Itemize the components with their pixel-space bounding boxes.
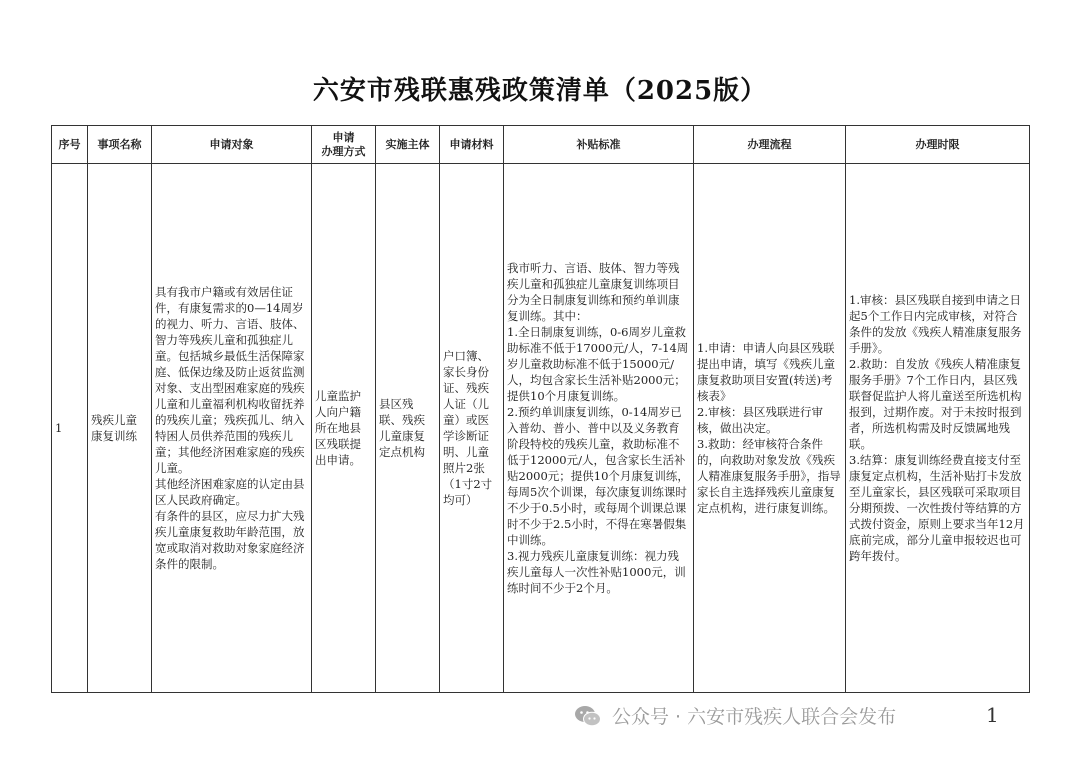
cell-item: 残疾儿童康复训练	[88, 164, 152, 693]
header-method: 申请 办理方式	[312, 126, 376, 164]
watermark-text: 公众号 · 六安市残疾人联合会发布	[612, 706, 897, 728]
cell-standard: 我市听力、言语、肢体、智力等残疾儿童和孤独症儿童康复训练项目分为全日制康复训练和预约单训康复训练。其中： 1.全日制康复训练，0-6周岁儿童救助标准不低于17000元/人，7-14周岁儿童救助标准不低于15000元/人，均包含家长生活补贴2000元；提供10个月康复训练。 2.预约单训康复训练，0-14周岁已入普幼、普小、普中以及义务教育阶段特校的残疾儿童，救助标准不低于12000元/人，包含家长生活补贴2000元；提供10个月康复训练，每周5次个训课，每次康复训练课时不少于0.5小时，或每周个训课总课时不少于2.5小时，不得在寒暑假集中训练。 3.视力残疾儿童康复训练：视力残疾儿童每人一次性补贴1000元，训练时间不少于2个月。	[504, 164, 694, 693]
cell-time: 1.审核：县区残联自接到申请之日起5个工作日内完成审核，对符合条件的发放《残疾人精准康复服务手册》。 2.救助：自发放《残疾人精准康复服务手册》7个工作日内，县区残联督促监护人将儿童送至所选机构报到，过期作废。对于未按时报到者，所选机构需及时反馈属地残联。 3.结算：康复训练经费直接支付至康复定点机构，生活补贴打卡发放至儿童家长，县区残联可采取项目分期预拨、一次性拨付等结算的方式拨付资金，原则上要求当年12月底前完成，部分儿童申报较迟也可跨年拨付。	[846, 164, 1030, 693]
page-number: 1	[986, 703, 999, 727]
header-target: 申请对象	[152, 126, 312, 164]
header-no: 序号	[52, 126, 88, 164]
cell-process: 1.申请：申请人向县区残联提出申请，填写《残疾儿童康复救助项目安置(转送)考核表》 2.审核：县区残联进行审核，做出决定。 3.救助：经审核符合条件的，向救助对象发放《残疾人精准康复服务手册》，指导家长自主选择残疾儿童康复定点机构，进行康复训练。	[694, 164, 846, 693]
policy-table	[51, 125, 1030, 693]
cell-method: 儿童监护人向户籍所在地县区残联提出申请。	[312, 164, 376, 693]
header-item: 事项名称	[88, 126, 152, 164]
header-subject: 实施主体	[376, 126, 440, 164]
table-header-row	[52, 126, 1030, 164]
wechat-logo-icon	[574, 705, 602, 727]
table-row	[52, 164, 1030, 693]
header-time: 办理时限	[846, 126, 1030, 164]
cell-materials: 户口簿、家长身份证、残疾人证（儿童）或医学诊断证明、儿童照片2张（1寸2寸均可）	[440, 164, 504, 693]
header-standard: 补贴标准	[504, 126, 694, 164]
cell-subject: 县区残联、残疾儿童康复定点机构	[376, 164, 440, 693]
header-process: 办理流程	[694, 126, 846, 164]
header-materials: 申请材料	[440, 126, 504, 164]
watermark	[574, 702, 896, 729]
cell-target: 具有我市户籍或有效居住证件，有康复需求的0—14周岁的视力、听力、言语、肢体、智力等残疾儿童和孤独症儿童。包括城乡最低生活保障家庭、低保边缘及防止返贫监测对象、支出型困难家庭的残疾儿童和儿童福利机构收留抚养的残疾儿童；残疾孤儿、纳入特困人员供养范围的残疾儿童；其他经济困难家庭的残疾儿童。 其他经济困难家庭的认定由县区人民政府确定。 有条件的县区，应尽力扩大残疾儿童康复救助年龄范围，放宽或取消对救助对象家庭经济条件的限制。	[152, 164, 312, 693]
page-title: 六安市残联惠残政策清单（2025版）	[312, 76, 768, 106]
cell-no: 1	[52, 164, 88, 693]
